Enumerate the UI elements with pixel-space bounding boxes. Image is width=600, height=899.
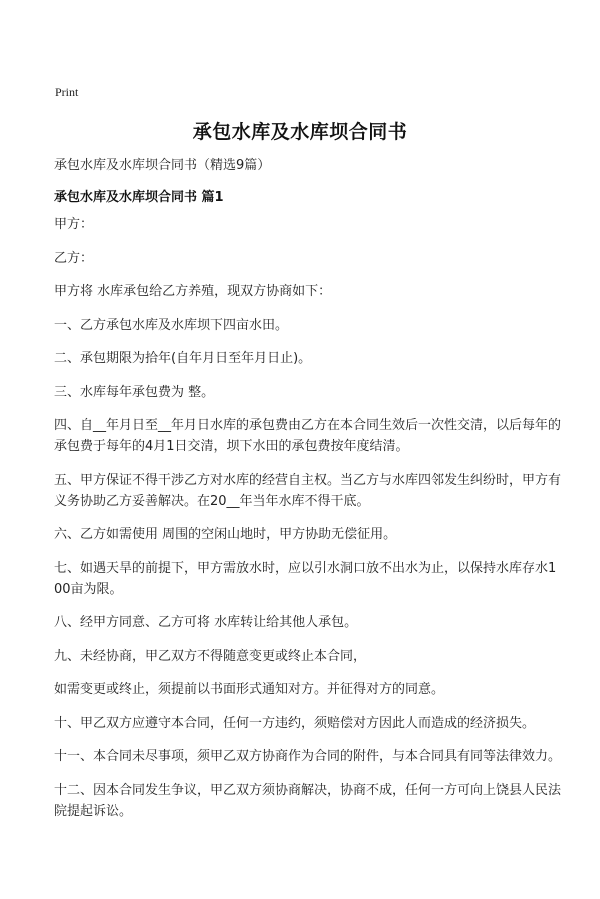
clause-3: 三、水库每年承包费为 整。 [54, 384, 215, 400]
clause-8: 八、经甲方同意、乙方可将 水库转让给其他人承包。 [54, 615, 358, 630]
clause-11: 十一、本合同未尽事项，须甲乙双方协商作为合同的附件，与本合同具有同等法律效力。 [54, 749, 562, 764]
clause-12: 十二、因本合同发生争议，甲乙双方须协商解决，协商不成，任何一方可向上饶县人民法院提起诉讼。 [54, 782, 562, 819]
clause-10: 十、甲乙双方应遵守本合同，任何一方违约，须赔偿对方因此人而造成的经济损失。 [54, 715, 536, 731]
clause-7: 七、如遇天旱的前提下，甲方需放水时，应以引水洞口放不出水为止，以保持水库存水100亩为限。 [54, 560, 557, 597]
clause-9-continued: 如需变更或终止，须提前以书面形式通知对方。并征得对方的同意。 [54, 682, 445, 697]
section-heading: 承包水库及水库坝合同书 篇1 [54, 190, 224, 205]
print-label: Print [55, 85, 79, 99]
contract-body [54, 214, 562, 834]
clause-6: 六、乙方如需使用 周围的空闲山地时，甲方协助无偿征用。 [54, 527, 397, 542]
clause-2: 二、承包期限为拾年(自年月日至年月日止)。 [54, 351, 312, 366]
party-a-line: 甲方： [54, 217, 94, 232]
document-title: 承包水库及水库坝合同书 [192, 121, 408, 143]
clause-4: 四、自__年月日至__年月日水库的承包费由乙方在本合同生效后一次性交清，以后每年的承包费于每年的4月1日交清，坝下水田的承包费按年度结清。 [54, 418, 562, 454]
document-subtitle: 承包水库及水库坝合同书（精选9篇） [54, 158, 271, 173]
clause-5: 五、甲方保证不得干涉乙方对水库的经营自主权。当乙方与水库四邻发生纠纷时，甲方有义务协助乙方妥善解决。在20__年当年水库不得干底。 [54, 472, 562, 509]
party-b-line: 乙方： [54, 250, 94, 266]
clause-9: 九、未经协商，甲乙双方不得随意变更或终止本合同， [54, 648, 367, 664]
contract-intro: 甲方将 水库承包给乙方养殖，现双方协商如下： [54, 284, 332, 299]
clause-1: 一、乙方承包水库及水库坝下四亩水田。 [54, 317, 289, 333]
